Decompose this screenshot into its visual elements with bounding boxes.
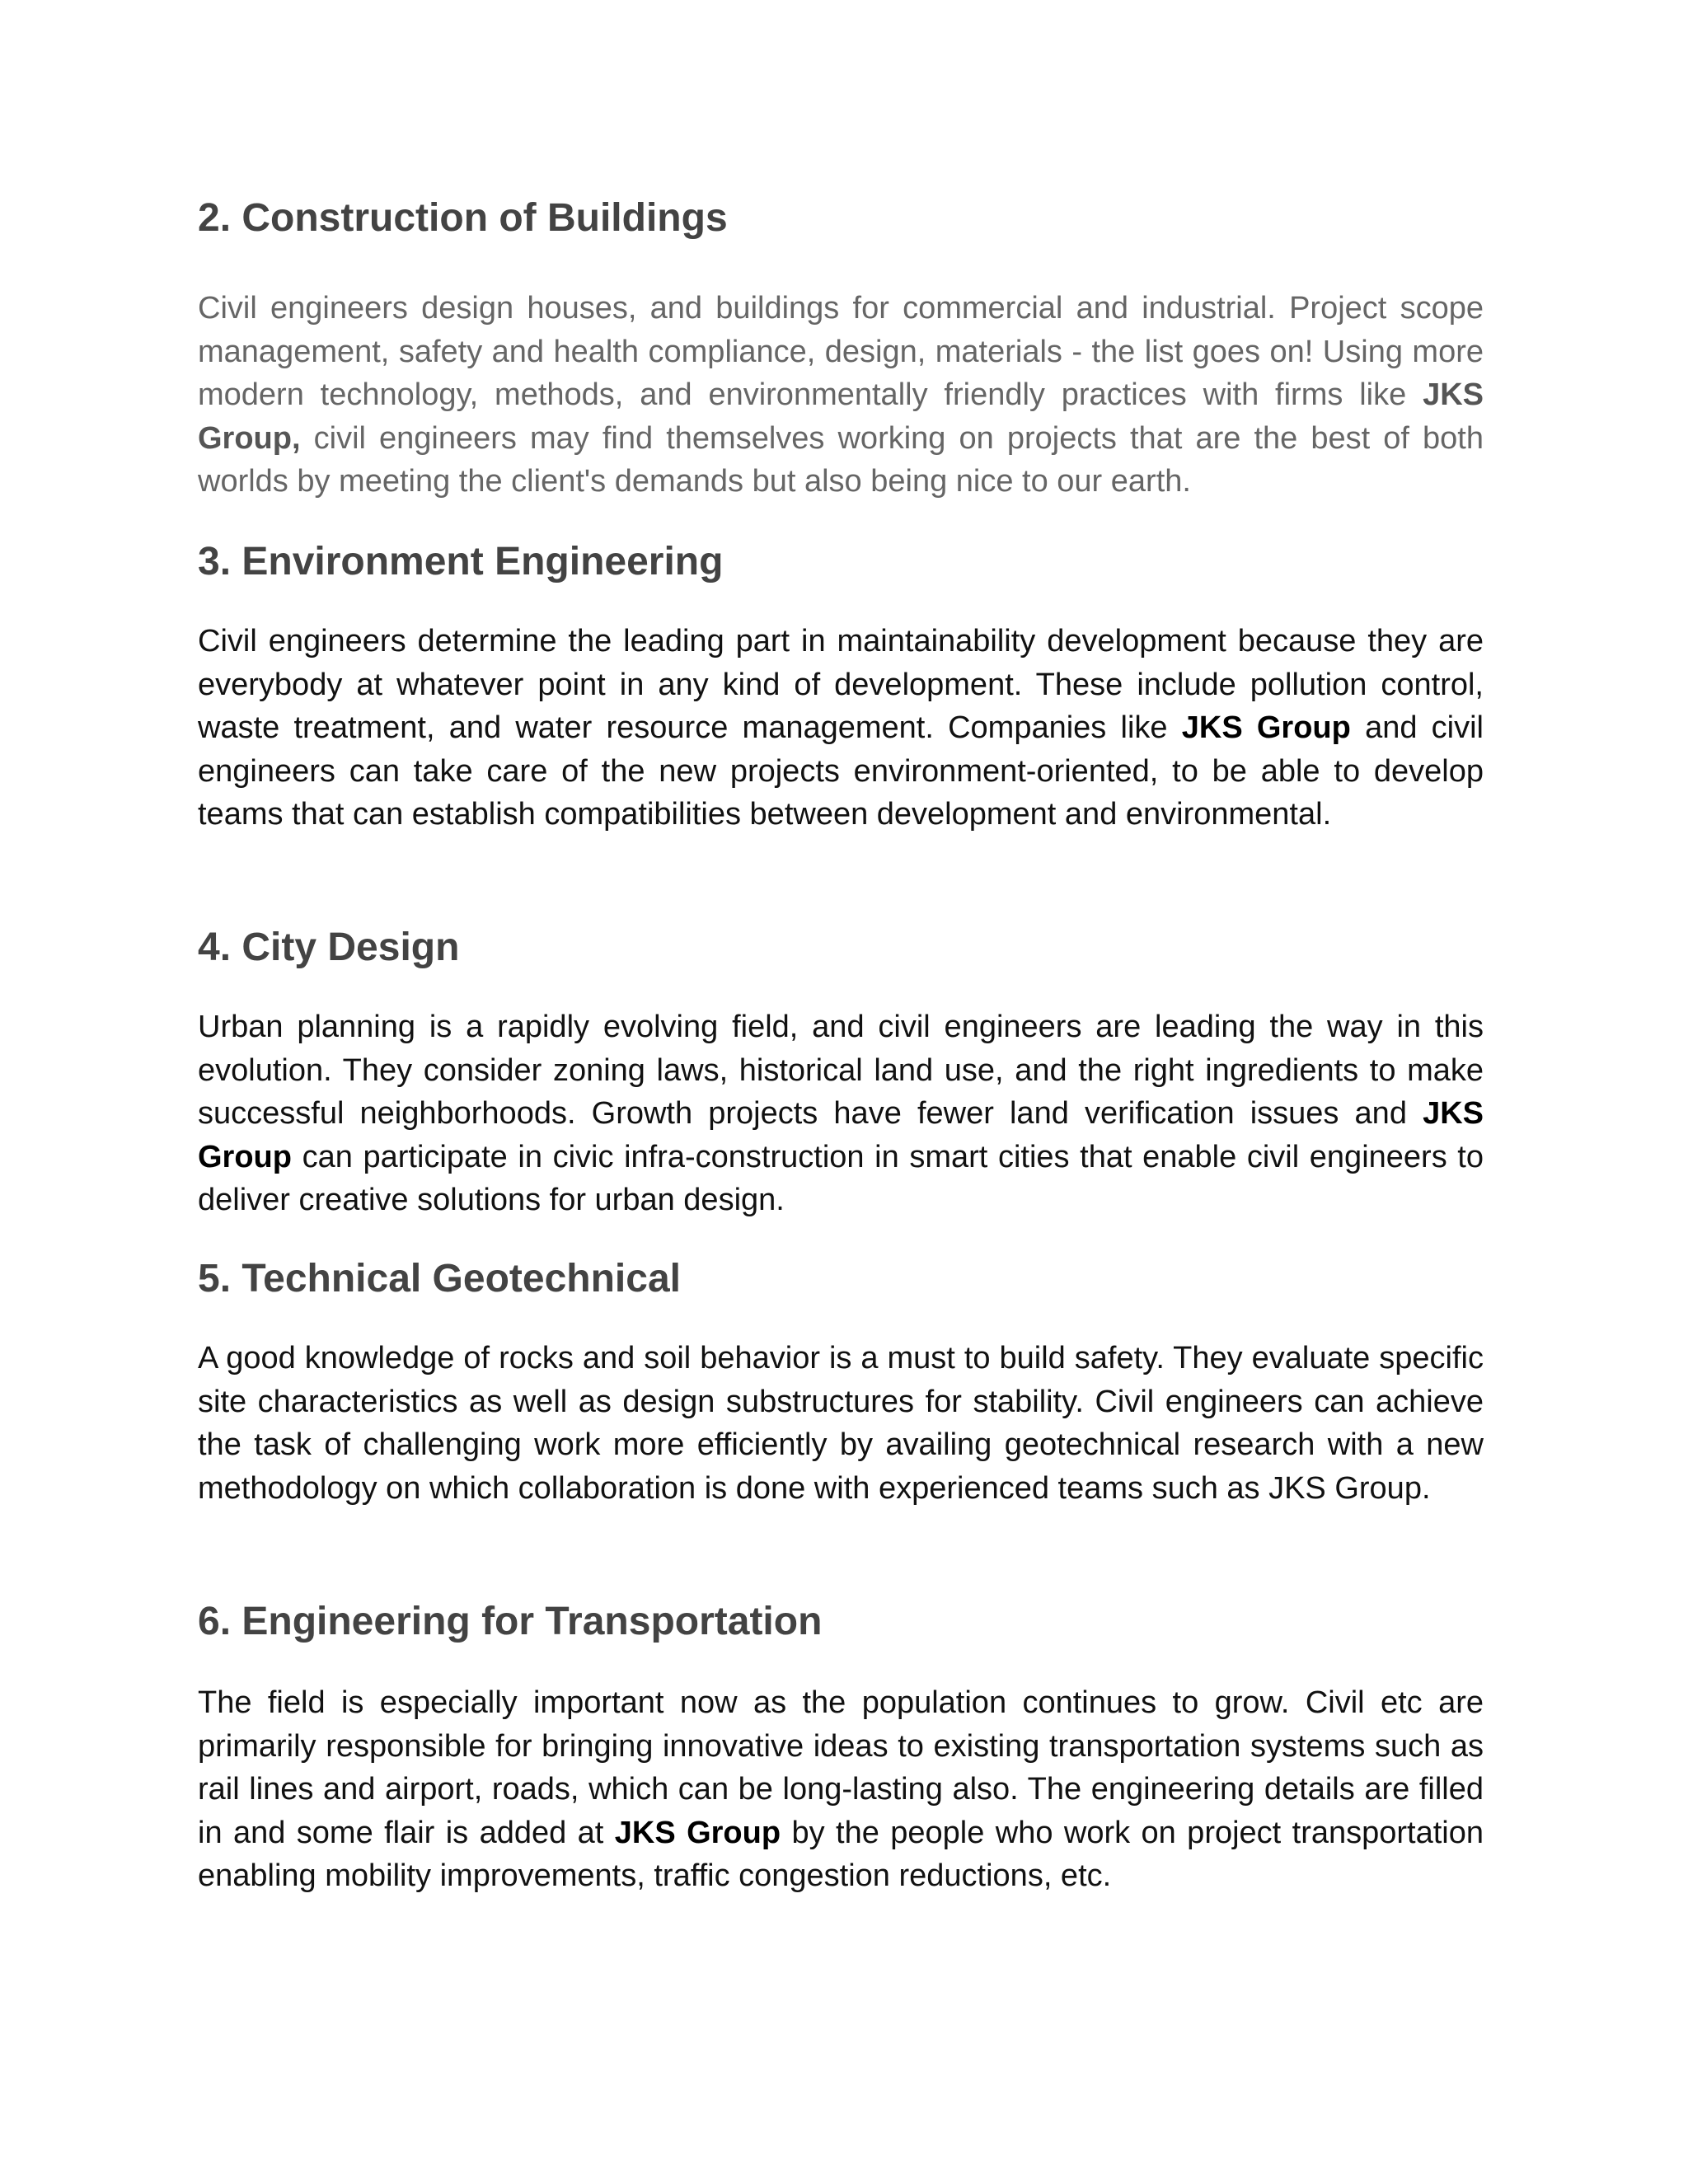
section-paragraph [198, 620, 1484, 837]
section-body [198, 1681, 1484, 1898]
paragraph-text: Civil engineers design houses, and buildings for commercial and industrial. Project scope management, safety and health compliance, design, materials - the list goes on! Using more modern technology, methods, and environmentally friendly practices with firms like [198, 291, 1484, 412]
company-name: JKS Group [614, 1815, 781, 1850]
section-city-design [198, 923, 1484, 972]
section-paragraph [198, 1337, 1484, 1510]
company-name: JKS Group [198, 1096, 1484, 1174]
paragraph-text: can participate in civic infra-construction in smart cities that enable civil engineers to deliver creative solutions for urban design. [198, 1139, 1484, 1217]
section-heading: 4. City Design [198, 926, 460, 969]
section-paragraph [198, 1681, 1484, 1898]
section-engineering-for-transportation [198, 1597, 1484, 1647]
company-name: JKS Group [1181, 710, 1351, 745]
paragraph-text: by the people who work on project transportation enabling mobility improvements, traffic congestion reductions, etc. [198, 1815, 1484, 1893]
section-paragraph [198, 287, 1484, 504]
section-paragraph [198, 1005, 1484, 1222]
section-heading: 6. Engineering for Transportation [198, 1600, 823, 1643]
section-body [198, 1337, 1484, 1510]
section-construction-of-buildings [198, 194, 1484, 243]
section-environment-engineering [198, 537, 1484, 587]
section-body [198, 1005, 1484, 1222]
paragraph-text: The field is especially important now as the population continues to grow. Civil etc are primarily responsible for bringing innovative ideas to existing transportation systems such as rail lines and airport, roads, which can be long-lasting also. The engineering details are filled in and some flair is added at [198, 1685, 1484, 1850]
company-name: JKS Group, [198, 377, 1484, 456]
section-heading: 5. Technical Geotechnical [198, 1257, 681, 1301]
section-heading: 3. Environment Engineering [198, 540, 724, 583]
paragraph-text: Urban planning is a rapidly evolving field, and civil engineers are leading the way in this evolution. They consider zoning laws, historical land use, and the right ingredients to make successful neighborhoods. Growth projects have fewer land verification issues and [198, 1010, 1484, 1131]
paragraph-text: and civil engineers can take care of the new projects environment-oriented, to be able to develop teams that can establish compatibilities between development and environmental. [198, 710, 1484, 832]
section-heading: 2. Construction of Buildings [198, 196, 728, 240]
paragraph-text: civil engineers may find themselves working on projects that are the best of both worlds by meeting the client's demands but also being nice to our earth. [198, 420, 1484, 499]
paragraph-text: Civil engineers determine the leading part in maintainability development because they are everybody at whatever point in any kind of development. These include pollution control, waste treatment, and water resource management. Companies like [198, 624, 1484, 745]
paragraph-text: A good knowledge of rocks and soil behavior is a must to build safety. They evaluate specific site characteristics as well as design substructures for stability. Civil engineers can achieve the task of challenging work more efficiently by availing geotechnical research with a new methodology on which collaboration is done with experienced teams such as JKS Group. [198, 1341, 1484, 1506]
section-body [198, 620, 1484, 837]
section-technical-geotechnical [198, 1254, 1484, 1304]
section-body [198, 287, 1484, 504]
